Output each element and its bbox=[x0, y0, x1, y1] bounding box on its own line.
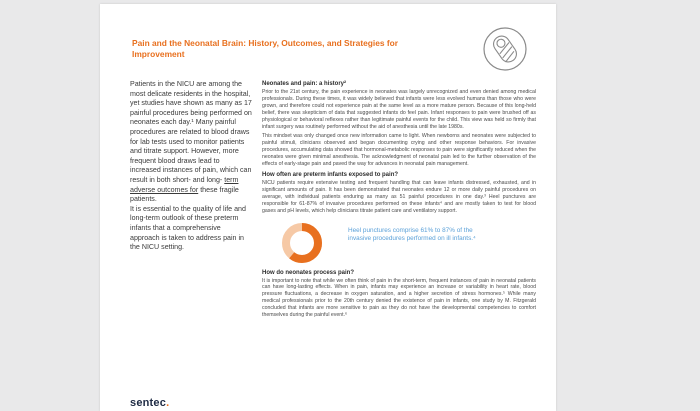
intro-column bbox=[130, 80, 252, 253]
section-heading: Neonates and pain: a history² bbox=[262, 81, 347, 87]
body-paragraph: Prior to the 21st century, the pain experience in neonates was largely unrecognized and even denied among medical professionals. During these times, it was widely believed that infants were less evolved humans than those who were grown, and therefore could not experience pain at the same level as a more mature person. Because of this long-held belief, there was skepticism of data that suggested infants do feel pain. Infant responses to pain were brushed off as physiological or behavioral reflexes rather than legitimate painful events for the child. This view was held so firmly that infant surgery was routinely performed without the aid of anesthesia until the late 1980s. bbox=[262, 89, 536, 130]
document-page bbox=[100, 4, 556, 411]
section-heading: How do neonates process pain? bbox=[262, 269, 355, 276]
body-paragraph: This mindset was only changed once new information came to light. When newborns and neonates were subjected to painful stimuli, clinicians observed and began documenting crying and other response behaviors. For invasive procedures, accumulating data showed that hormonal-metabolic responses to pain were significantly reduced when the neonates were given minimal anesthesia. The acknowledgment of neonatal pain led to the further observation of the effects of early-stage pain and paved the way for advances in neonatal pain management. bbox=[262, 133, 536, 168]
intro-paragraph: Patients in the NICU are among the most delicate residents in the hospital, yet studies have shown as many as 17 painful procedures being performed on neonates each day.¹ Many painful procedures are related to blood draws for lab tests used to monitor patients and titrate support. However, more frequent blood draws lead to increased instances of pain, which can result in both short- and long- bbox=[130, 80, 252, 184]
percentage-donut bbox=[282, 223, 322, 263]
intro-paragraph-end: these fragile patients. bbox=[130, 185, 239, 204]
document-title: Pain and the Neonatal Brain: History, Outcomes, and Strategies for Improvement bbox=[132, 38, 399, 59]
statistic-callout bbox=[262, 223, 536, 263]
swaddled-infant-icon bbox=[482, 26, 528, 72]
brand-dot: . bbox=[166, 397, 170, 409]
sentec-logo bbox=[130, 397, 169, 409]
brand-name: sentec bbox=[130, 397, 167, 409]
intro-underlined-text: term adverse outcomes for bbox=[130, 175, 239, 194]
heel-icon bbox=[296, 234, 309, 250]
body-paragraph: NICU patients require extensive testing and frequent handling that can leave infants distressed, exhausted, and in significant amounts of pain. It has been demonstrated that neonates endure 12 or more daily painful procedures on average, with individual patients enduring as many as 51 painful procedures in one day.³ Heel punctures are responsible for 61-87% of invasive procedures performed on these infants⁴ and are mostly taken to test for blood gases and pH levels, which help clinicians titrate patient care and ventilatory support. bbox=[262, 179, 536, 214]
main-column bbox=[262, 80, 536, 322]
intro-paragraph-2: It is essential to the quality of life and long-term outlook of these preterm infants that a comprehensive approach is taken to address pain in the NICU setting. bbox=[130, 204, 246, 252]
section-heading: How often are preterm infants exposed to pain? bbox=[262, 171, 399, 178]
body-paragraph: It is important to note that while we often think of pain in the short-term, frequent instances of pain in neonatal patients can have long-lasting effects. When in pain, infants may experience an increase or variability in heart rate, blood pressure fluctuations, a decrease in oxygen saturation, and a higher secretion of stress hormones.⁵ While many medical professionals prior to the 20th century denied the existence of pain in infants, one study by M. Fitzgerald concluded that infants are more sensitive to pain as they do not have the developmental competencies to comfort themselves during the painful event.⁶ bbox=[262, 277, 536, 319]
callout-text: Heel punctures comprise 61% to 87% of the invasive procedures performed on ill infants.⁴ bbox=[348, 226, 476, 242]
